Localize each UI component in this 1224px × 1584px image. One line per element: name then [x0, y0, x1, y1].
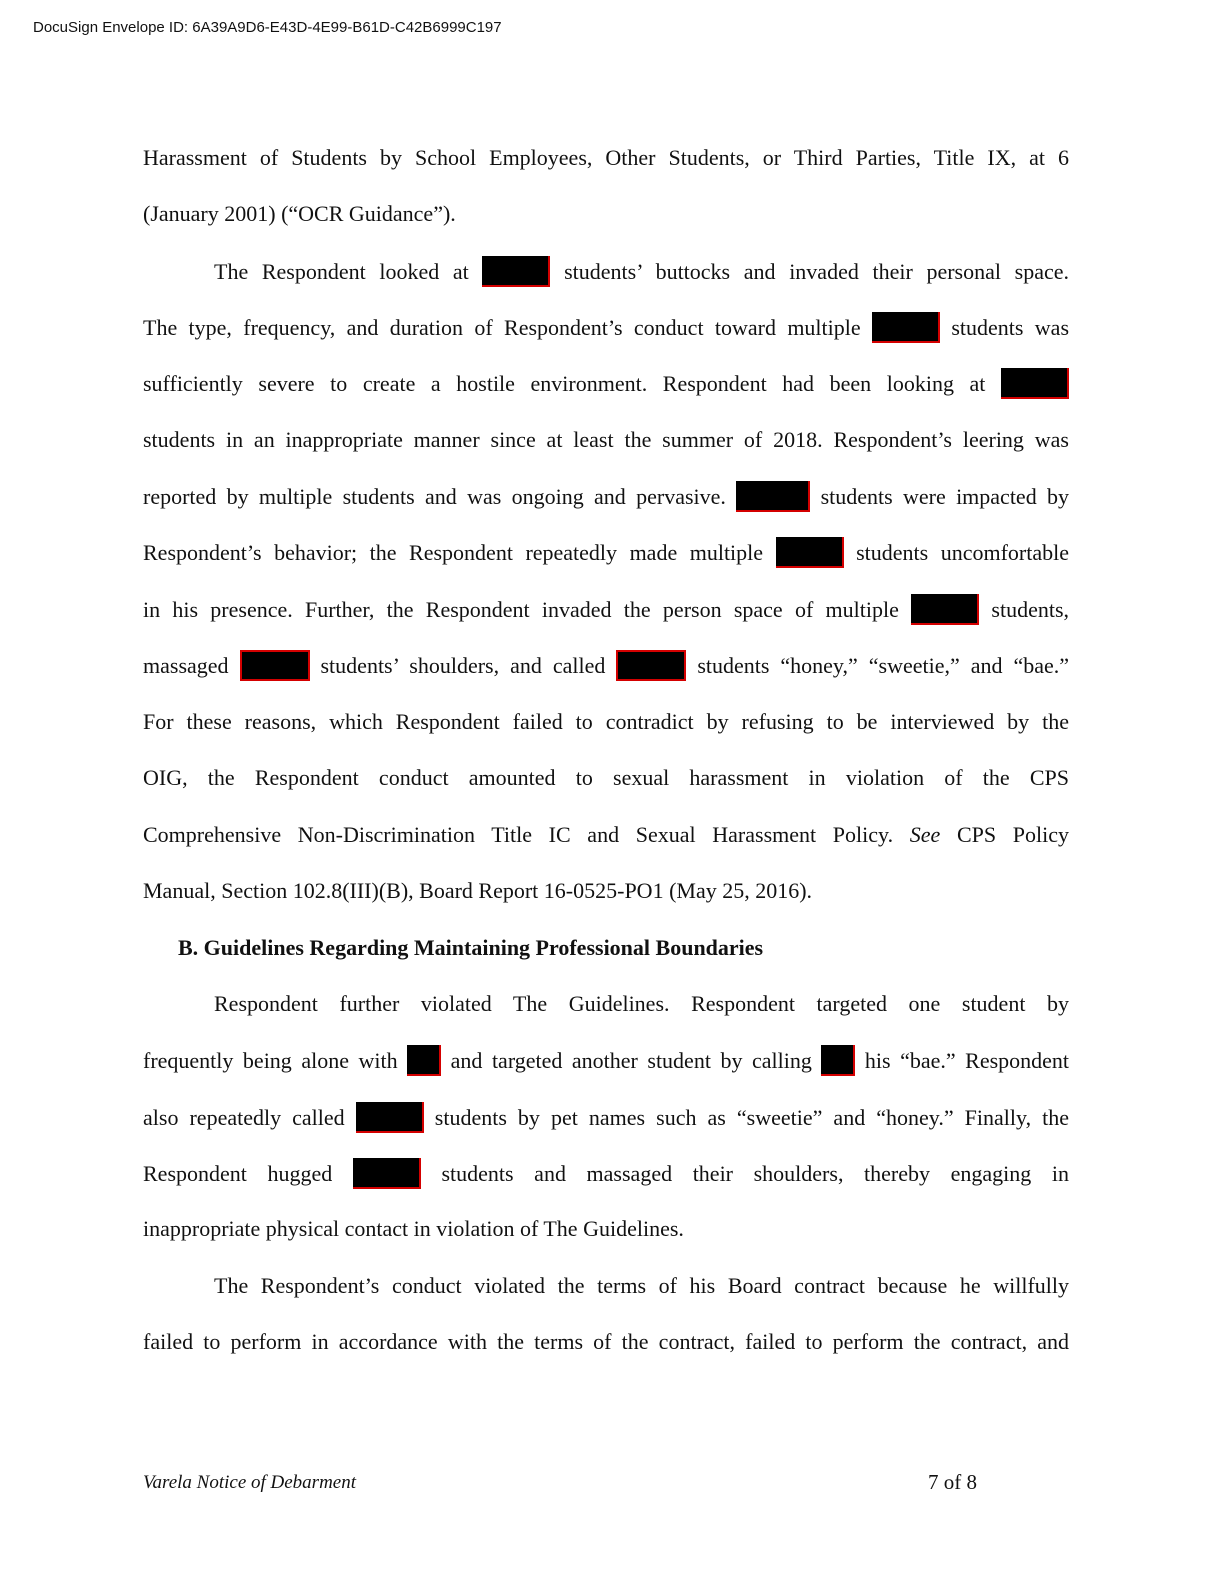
redaction-box: [407, 1045, 441, 1076]
page-number: 7 of 8: [928, 1470, 977, 1494]
body-line: Respondent hugged students and massaged their shoulders, thereby engaging in: [143, 1158, 1069, 1188]
body-line: reported by multiple students and was ongoing and pervasive. students were impacted by: [143, 481, 1069, 511]
body-line: failed to perform in accordance with the terms of the contract, failed to perform the contract, and: [143, 1329, 1069, 1354]
redaction-box: [872, 312, 940, 343]
body-line: The Respondent looked at students’ buttocks and invaded their personal space.: [214, 256, 1069, 286]
body-line: (January 2001) (“OCR Guidance”).: [143, 201, 456, 226]
section-heading: B. Guidelines Regarding Maintaining Professional Boundaries: [178, 935, 764, 960]
body-line: Respondent’s behavior; the Respondent repeatedly made multiple students uncomfortable: [143, 537, 1069, 567]
body-line: students in an inappropriate manner since at least the summer of 2018. Respondent’s leering was: [143, 427, 1069, 452]
redaction-box: [353, 1158, 421, 1189]
body-line: inappropriate physical contact in violation of The Guidelines.: [143, 1216, 684, 1241]
body-line: Comprehensive Non-Discrimination Title IC and Sexual Harassment Policy. See CPS Policy: [143, 822, 1070, 847]
body-line: For these reasons, which Respondent failed to contradict by refusing to be interviewed by the: [143, 709, 1069, 734]
redaction-box: [911, 594, 979, 625]
body-line: also repeatedly called students by pet names such as “sweetie” and “honey.” Finally, the: [143, 1102, 1069, 1132]
body-line: OIG, the Respondent conduct amounted to sexual harassment in violation of the CPS: [143, 765, 1069, 790]
redaction-box: [821, 1045, 855, 1076]
body-line: The Respondent’s conduct violated the terms of his Board contract because he willfully: [214, 1273, 1069, 1298]
redaction-box: [482, 256, 550, 287]
body-line: The type, frequency, and duration of Respondent’s conduct toward multiple students was: [143, 312, 1069, 342]
body-line: massaged students’ shoulders, and called students “honey,” “sweetie,” and “bae.”: [143, 650, 1069, 680]
body-line: Respondent further violated The Guidelines. Respondent targeted one student by: [214, 991, 1069, 1016]
redaction-box: [356, 1102, 424, 1133]
body-line: sufficiently severe to create a hostile environment. Respondent had been looking at: [143, 368, 1069, 398]
body-line: Harassment of Students by School Employees, Other Students, or Third Parties, Title IX, at 6: [143, 145, 1069, 170]
redaction-box: [736, 481, 810, 512]
docusign-envelope-id: DocuSign Envelope ID: 6A39A9D6-E43D-4E99-B61D-C42B6999C197: [33, 19, 502, 36]
body-line: Manual, Section 102.8(III)(B), Board Report 16-0525-PO1 (May 25, 2016).: [143, 878, 813, 903]
body-line: in his presence. Further, the Respondent invaded the person space of multiple students,: [143, 594, 1069, 624]
redaction-box: [240, 650, 310, 681]
redaction-box: [616, 650, 686, 681]
redaction-box: [776, 537, 844, 568]
redaction-box: [1001, 368, 1069, 399]
body-line: frequently being alone with and targeted another student by calling his “bae.” Respondent: [143, 1045, 1069, 1075]
footer-document-title: Varela Notice of Debarment: [143, 1472, 357, 1493]
